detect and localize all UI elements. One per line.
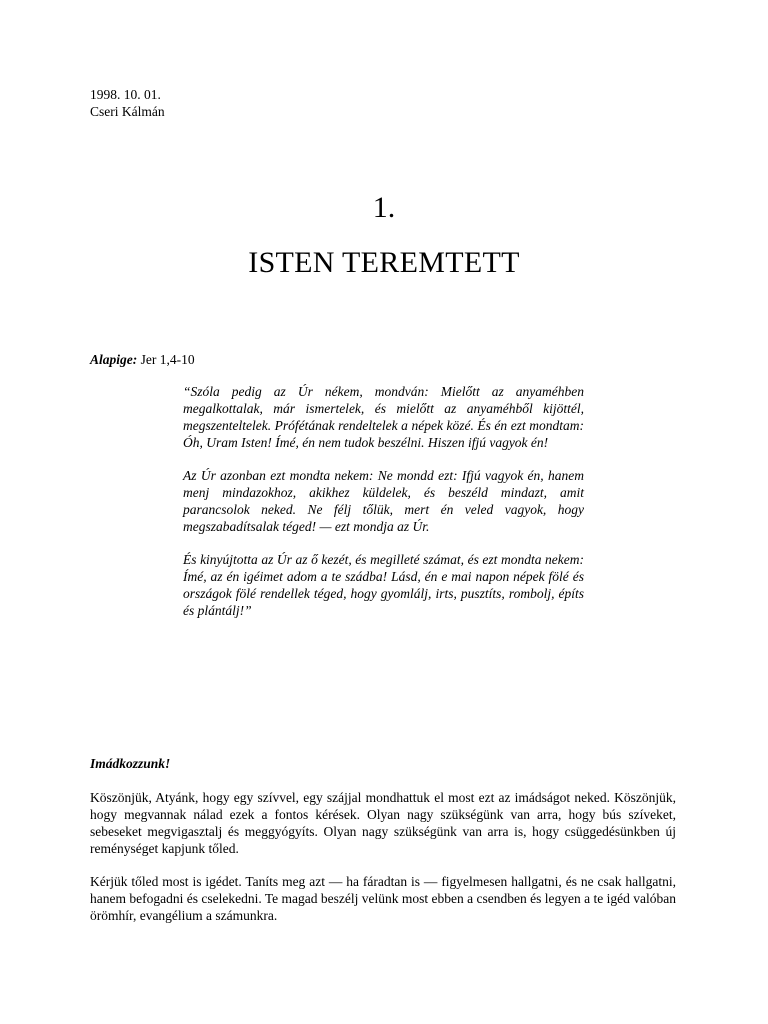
base-verse-line (90, 351, 195, 368)
scripture-quote (183, 383, 584, 635)
quote-paragraph: “Szóla pedig az Úr nékem, mondván: Mielőtt az anyaméhben megalkottalak, már ismertelek, és mielőtt az anyaméhből kijöttél, megszenteltelek. Prófétának rendeltelek a népek közé. És én ezt mondtam: Óh, Uram Isten! Ímé, én nem tudok beszélni. Hiszen ifjú vagyok én! (183, 384, 584, 450)
prayer-paragraph: Kérjük tőled most is igédet. Taníts meg azt — ha fáradtan is — figyelmesen hallgatni, és ne csak hallgatni, hanem befogadni és cselekedni. Te magad beszélj velünk most ebben a csendben és legyen a te igéd valóban örömhír, evangélium a számunkra. (90, 874, 676, 923)
base-verse-label: Alapige: (90, 352, 138, 367)
quote-paragraph: Az Úr azonban ezt mondta nekem: Ne mondd ezt: Ifjú vagyok én, hanem menj mindazokhoz, akikhez küldelek, és beszéld mindazt, amit parancsolok neked. Ne félj tőlük, mert én veled vagyok, hogy megszabadítsalak téged! — ezt mondja az Úr. (183, 468, 584, 534)
prayer-heading: Imádkozzunk! (90, 756, 171, 771)
chapter-title: ISTEN TEREMTETT (248, 246, 520, 279)
quote-paragraph: És kinyújtotta az Úr az ő kezét, és megilleté számat, és ezt mondta nekem: Ímé, az én igéimet adom a te szádba! Lásd, én e mai napon népek fölé és országok fölé rendellek téged, hogy gyomlálj, irts, pusztíts, rombolj, építs és plántálj!” (183, 552, 584, 618)
document-author: Cseri Kálmán (90, 104, 165, 119)
document-date: 1998. 10. 01. (90, 87, 161, 102)
base-verse-reference: Jer 1,4-10 (137, 352, 195, 367)
prayer-body (90, 789, 676, 940)
document-header (90, 86, 165, 120)
prayer-paragraph: Köszönjük, Atyánk, hogy egy szívvel, egy szájjal mondhattuk el most ezt az imádságot neked. Köszönjük, hogy megvannak nálad ezek a fontos kérések. Olyan nagy szükségünk van arra, hogy bús szíveket, sebeseket megvigasztalj és meggyógyíts. Olyan nagy szükségünk van arra is, hogy csüggedésünkben új reménységet kapjunk tőled. (90, 790, 676, 856)
chapter-number: 1. (372, 191, 396, 224)
